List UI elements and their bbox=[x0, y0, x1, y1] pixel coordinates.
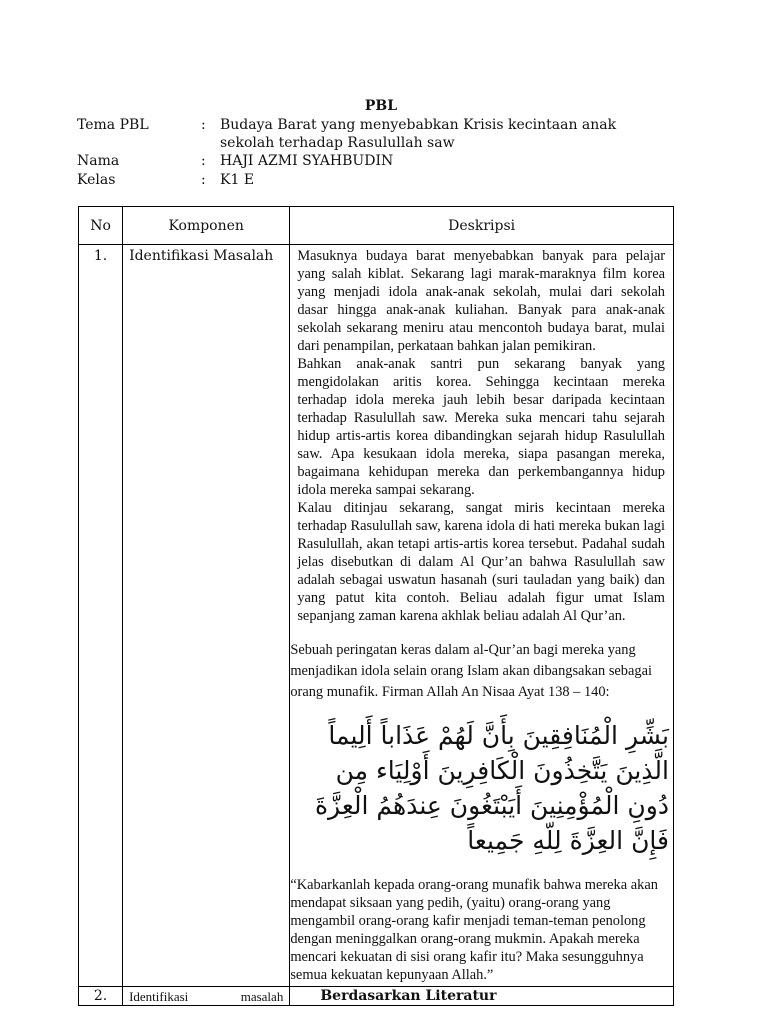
table-row bbox=[79, 987, 674, 1006]
meta-colon: : bbox=[201, 172, 206, 188]
table-header-row bbox=[79, 207, 674, 245]
meta-colon: : bbox=[201, 117, 206, 133]
description-paragraph: Bahkan anak-anak santri pun sekarang banyak yang mengidolakan aritis korea. Sehingga kecintaan mereka terhadap idola mereka jauh lebih besar daripada kecintaan terhadap Rasulullah saw. Mereka suka mencari tahu sejarah hidup artis-artis korea dibandingkan sejarah hidup Rasulullah saw. Apa kesukaan idola mereka, siapa pasangan mereka, bagaimana kehidupan mereka dan perkembangannya hidup idola mereka sampai sekarang. bbox=[297, 356, 665, 498]
deskripsi-cell bbox=[290, 245, 674, 987]
deskripsi-cell bbox=[290, 987, 674, 1006]
meta-colon: : bbox=[201, 153, 206, 169]
meta-value: Budaya Barat yang menyebabkan Krisis kecintaan anak sekolah terhadap Rasulullah saw bbox=[220, 117, 617, 151]
verse-translation: “Kabarkanlah kepada orang-orang munafik bahwa mereka akan mendapat siksaan yang pedih, (yaitu) orang-orang yang mengambil orang-orang kafir menjadi teman-teman penolong dengan meninggalkan orang-orang mukmin. Apakah mereka mencari kekuatan di sisi orang kafir itu? Maka sesungguhnya semua kekuatan kepunyaan Allah.” bbox=[290, 877, 658, 983]
row-number-cell bbox=[79, 245, 123, 987]
row-number-cell bbox=[79, 987, 123, 1006]
komponen-text: Identifikasi masalah bbox=[129, 989, 284, 1004]
description-paragraph: Kalau ditinjau sekarang, sangat miris kecintaan mereka terhadap Rasulullah saw, karena idola di hati mereka bukan lagi Rasulullah, akan tetapi artis-artis korea tersebut. Padahal sudah jelas disebutkan di dalam Al Qur’an bahwa Rasulullah saw adalah sebagai uswatun hasanah (suri tauladan yang baik) dan yang patut kita contoh. Beliau adalah figur umat Islam sepanjang zaman karena akhlak beliau adalah Al Qur’an. bbox=[297, 500, 665, 624]
meta-value: K1 E bbox=[220, 172, 255, 188]
komponen-text: Identifikasi Masalah bbox=[129, 248, 274, 264]
header-no: No bbox=[79, 207, 123, 245]
meta-label: Tema PBL bbox=[77, 117, 149, 133]
deskripsi-heading: Berdasarkan Literatur bbox=[320, 988, 497, 1004]
komponen-cell bbox=[123, 987, 290, 1006]
header-komponen: Komponen bbox=[123, 207, 290, 245]
table-row bbox=[79, 245, 674, 987]
pbl-table bbox=[78, 206, 674, 1006]
row-number: 1. bbox=[93, 248, 108, 264]
arabic-verse: بَشِّرِ الْمُنَافِقِينَ بِأَنَّ لَهُمْ عَذَاباً أَلِيماً الَّذِينَ يَتَّخِذُونَ الْكَافِرِينَ أَوْلِيَاء مِن دُونِ الْمُؤْمِنِينَ أَيَبْتَغُونَ عِندَهُمُ الْعِزَّةَ فَإِنَّ العِزَّةَ لِلّهِ جَمِيعاً bbox=[314, 721, 669, 855]
header-deskripsi: Deskripsi bbox=[290, 207, 674, 245]
document-title: PBL bbox=[364, 98, 398, 114]
meta-label: Nama bbox=[77, 153, 120, 169]
description-paragraph: Masuknya budaya barat menyebabkan banyak para pelajar yang salah kiblat. Sekarang lagi marak-maraknya film korea yang menjadi idola anak-anak sekolah, mulai dari sekolah dasar hingga anak-anak kuliahan. Banyak para anak-anak sekolah sekarang meniru atau mencontoh budaya barat, mulai dari penampilan, perkataan bahkan jalan pemikiran. bbox=[297, 248, 665, 354]
quran-intro: Sebuah peringatan keras dalam al-Qur’an bagi mereka yang menjadikan idola selain orang Islam akan dibangsakan sebagai orang munafik. Firman Allah An Nisaa Ayat 138 – 140: bbox=[290, 642, 652, 700]
row-number: 2. bbox=[93, 988, 108, 1004]
komponen-cell bbox=[123, 245, 290, 987]
meta-value: HAJI AZMI SYAHBUDIN bbox=[220, 153, 394, 169]
meta-label: Kelas bbox=[77, 172, 116, 188]
